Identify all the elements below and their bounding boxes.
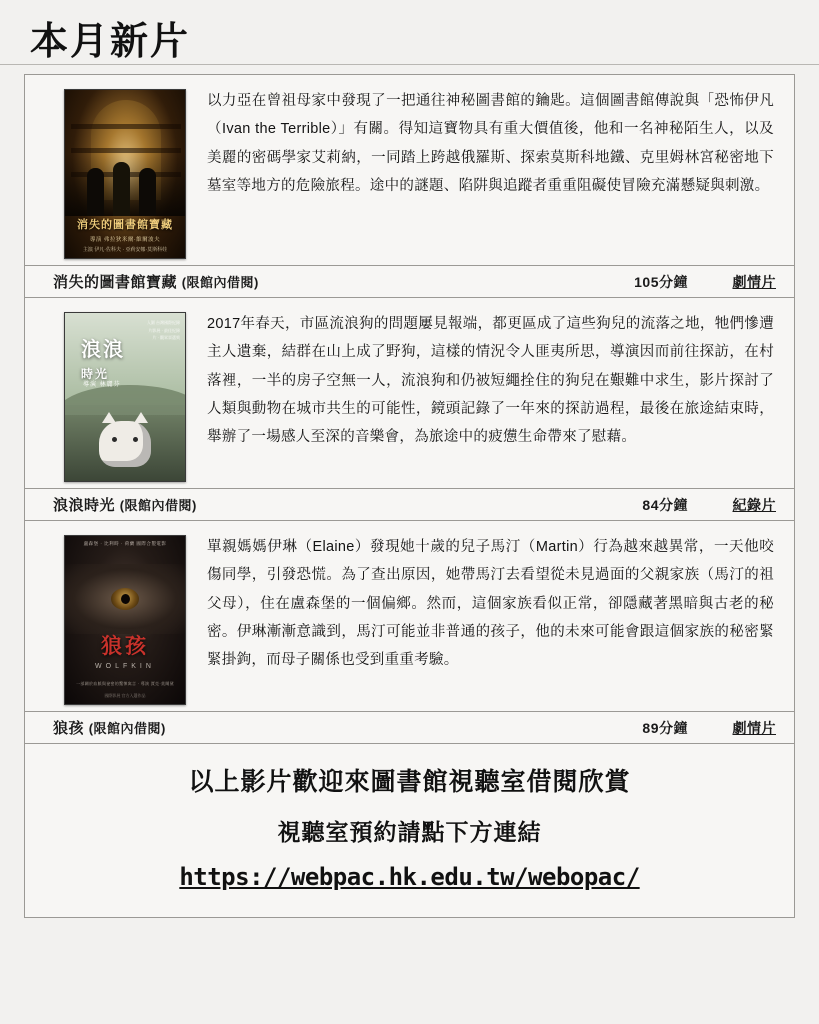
header-divider [0, 64, 819, 65]
poster-image-stray-dog-time [64, 312, 186, 482]
poster-logos-text: 國際影展 官方入選作品 [104, 693, 146, 698]
poster-figure [113, 162, 130, 216]
film-synopsis: 單親媽媽伊琳（Elaine）發現她十歲的兒子馬汀（Martin）行為越來越異常，一天他咬傷同學，引發恐慌。為了查出原因，她帶馬汀去看望從未見過面的父親家族（馬汀的祖父母），住在盧森堡的一個偏鄉。然而，這個家族看似正常，卻隱藏著黑暗與古老的秘密。伊琳漸漸意識到，馬汀可能並非普通的孩子，他的未來可能會跟這個家族的秘密緊緊掛鉤，而母子關係也受到重重考驗。 [207, 539, 774, 669]
poster-pupil-shape [121, 594, 130, 604]
film-runtime: 105分鐘 [634, 273, 688, 290]
footer-invite-line: 以上影片歡迎來圖書館視聽室借閱欣賞 [188, 768, 631, 796]
film-genre: 劇情片 [732, 273, 776, 290]
page-title: 本月新片 [30, 21, 191, 63]
film-list [24, 74, 795, 918]
film-runtime: 89分鐘 [642, 719, 688, 736]
film-title-text: 狼孩 [53, 720, 85, 737]
poster-title-text: 消失的圖書館寶藏 [77, 219, 173, 231]
poster-credit-text: 導演 弗拉狄米爾·維爾波夫 [89, 237, 161, 243]
film-title-text: 消失的圖書館寶藏 [53, 274, 178, 291]
poster-credit-text: 一部關於血脈與祕密的驚悚寓言 · 導演 賈克·莫爾黛 [76, 681, 174, 686]
film-title [53, 494, 197, 515]
poster-cat-eye [133, 437, 138, 442]
poster-credit-text: 導演 林麗芬 [83, 382, 121, 388]
poster-cell [49, 85, 201, 259]
poster-cell [49, 531, 201, 705]
film-genre: 紀錄片 [732, 496, 776, 513]
film-meta-row [25, 265, 794, 298]
film-meta-row [25, 711, 794, 744]
film-row [25, 75, 794, 265]
film-meta-row [25, 488, 794, 521]
footer-block [25, 744, 794, 917]
film-synopsis: 以力亞在曾祖母家中發現了一把通往神秘圖書館的鑰匙。這個圖書館傳說與「恐怖伊凡（Ivan the Terrible）」有關。得知這寶物具有重大價值後，他和一名神秘陌生人，以及美麗的密碼學家艾莉納，一同踏上跨越俄羅斯、探索莫斯科地鐵、克里姆林宮秘密地下墓室等地方的危險旅程。途中的謎題、陷阱與追蹤者重重阻礙使冒險充滿懸疑與刺激。 [207, 93, 774, 194]
poster-topbar-text: 盧森堡 · 比利時 · 荷蘭 國際合製電影 [83, 541, 167, 546]
poster-title-text [81, 339, 125, 383]
poster-cat-figure [99, 421, 151, 467]
poster-figure-group [65, 154, 186, 216]
poster-awards-text: 入圍 台灣國際紀錄片影展 · 最佳紀錄片 · 觀眾票選獎 [146, 320, 180, 341]
film-borrow-limit: (限館內借閱) [119, 498, 197, 513]
poster-image-lost-library [64, 89, 186, 259]
poster-shelf-line [71, 124, 181, 129]
film-title [53, 271, 259, 292]
poster-image-wolfkin [64, 535, 186, 705]
film-title [53, 717, 166, 738]
poster-title-text: 狼孩 [101, 635, 149, 658]
film-row [25, 298, 794, 488]
film-runtime: 84分鐘 [642, 496, 688, 513]
film-synopsis: 2017年春天，市區流浪狗的問題屢見報端，都更區成了這些狗兒的流落之地，牠們慘遭主人遺棄，結群在山上成了野狗，這樣的情況令人匪夷所思，導演因而前往探訪，在村落裡，一半的房子空無一人，流浪狗和仍被短繩拴住的狗兒在艱難中求生，影片探討了人類與動物在城市共生的可能性，鏡頭記錄了一年來的探訪過程，最後在旅途結束時，舉辦了一場感人至深的音樂會，為旅途中的疲憊生命帶來了慰藉。 [207, 316, 774, 446]
film-title-text: 浪浪時光 [53, 497, 116, 514]
poster-billing-text: 主演 伊凡·佐科夫 · 亞莉安娜·莫斯科娃 [82, 247, 168, 253]
poster-shelf-line [71, 148, 181, 153]
poster-title-en-text: WOLFKIN [95, 663, 155, 670]
film-genre: 劇情片 [732, 719, 776, 736]
poster-figure [87, 168, 104, 216]
film-borrow-limit: (限館內借閱) [181, 275, 259, 290]
poster-cat-eye [112, 437, 117, 442]
footer-reserve-line: 視聽室預約請點下方連結 [277, 819, 542, 845]
poster-title-line2: 時光 [81, 367, 110, 381]
poster-title-line1: 浪浪 [81, 339, 125, 361]
film-borrow-limit: (限館內借閱) [88, 721, 166, 736]
webopac-link[interactable]: https://webpac.hk.edu.tw/webopac/ [179, 863, 640, 891]
poster-cell [49, 308, 201, 482]
poster-figure [139, 168, 156, 216]
film-row [25, 521, 794, 711]
